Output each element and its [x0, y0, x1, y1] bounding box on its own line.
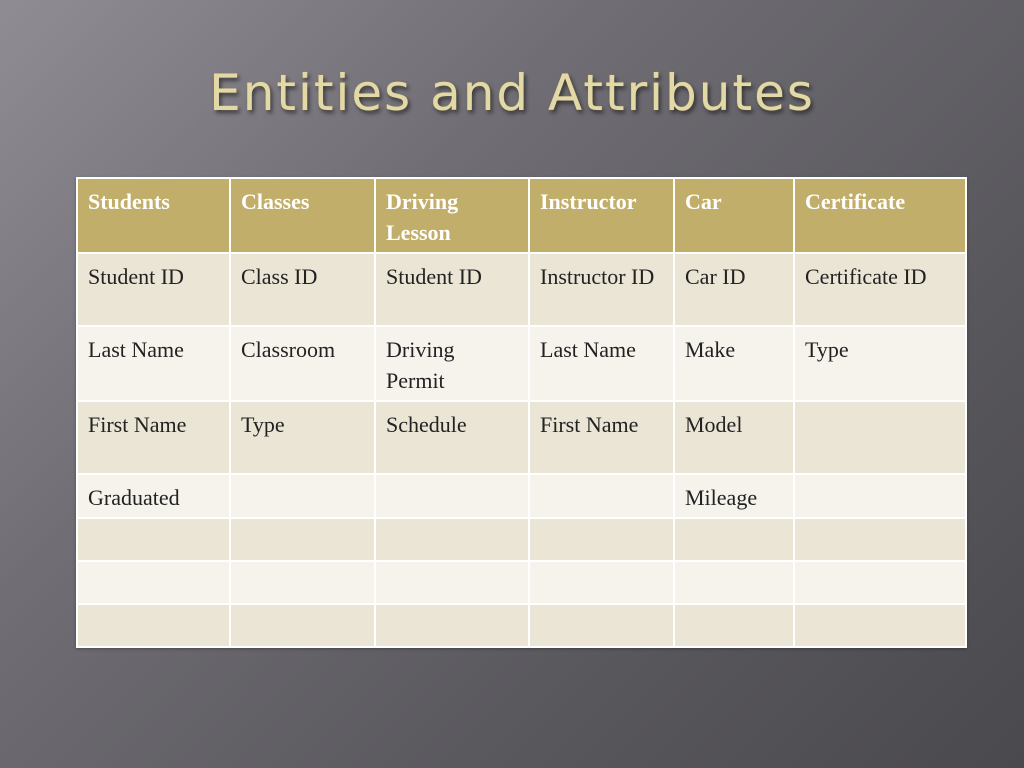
header-cell: Instructor — [529, 178, 674, 253]
table-cell: Type — [794, 326, 966, 401]
table-cell — [230, 561, 375, 604]
table-cell: Car ID — [674, 253, 794, 326]
table-row — [77, 401, 966, 474]
table-row — [77, 561, 966, 604]
table-cell: Certificate ID — [794, 253, 966, 326]
table-cell: Classroom — [230, 326, 375, 401]
table-cell — [794, 518, 966, 561]
table-header-row — [77, 178, 966, 253]
header-cell: Driving Lesson — [375, 178, 529, 253]
table-cell: Type — [230, 401, 375, 474]
table-cell: Last Name — [77, 326, 230, 401]
header-cell: Certificate — [794, 178, 966, 253]
table-cell: Graduated — [77, 474, 230, 518]
table-cell — [375, 561, 529, 604]
table-cell — [375, 474, 529, 518]
table-cell — [230, 474, 375, 518]
table-cell: Driving Permit — [375, 326, 529, 401]
table-cell — [794, 401, 966, 474]
table-cell — [529, 518, 674, 561]
table-cell: Schedule — [375, 401, 529, 474]
table-cell — [77, 604, 230, 647]
table-cell — [77, 518, 230, 561]
table-cell — [794, 604, 966, 647]
table-cell: Instructor ID — [529, 253, 674, 326]
table-cell: Student ID — [375, 253, 529, 326]
table-cell — [230, 518, 375, 561]
table-cell — [674, 604, 794, 647]
table-cell: First Name — [529, 401, 674, 474]
table-cell — [375, 518, 529, 561]
table-cell: Student ID — [77, 253, 230, 326]
table-cell — [529, 561, 674, 604]
table-cell: Last Name — [529, 326, 674, 401]
table-cell — [375, 604, 529, 647]
table-cell: First Name — [77, 401, 230, 474]
table-cell — [77, 561, 230, 604]
entities-table — [76, 177, 967, 648]
table-row — [77, 326, 966, 401]
header-cell: Car — [674, 178, 794, 253]
table-row — [77, 518, 966, 561]
table-cell — [529, 474, 674, 518]
slide-title: Entities and Attributes — [209, 64, 815, 122]
table-cell: Model — [674, 401, 794, 474]
table-cell: Make — [674, 326, 794, 401]
table-cell: Class ID — [230, 253, 375, 326]
table-cell — [794, 561, 966, 604]
table-cell: Mileage — [674, 474, 794, 518]
table-cell — [674, 518, 794, 561]
table-row — [77, 474, 966, 518]
header-cell: Students — [77, 178, 230, 253]
table-row — [77, 253, 966, 326]
table-cell — [794, 474, 966, 518]
table-cell — [529, 604, 674, 647]
table-cell — [674, 561, 794, 604]
header-cell: Classes — [230, 178, 375, 253]
table-cell — [230, 604, 375, 647]
table-row — [77, 604, 966, 647]
